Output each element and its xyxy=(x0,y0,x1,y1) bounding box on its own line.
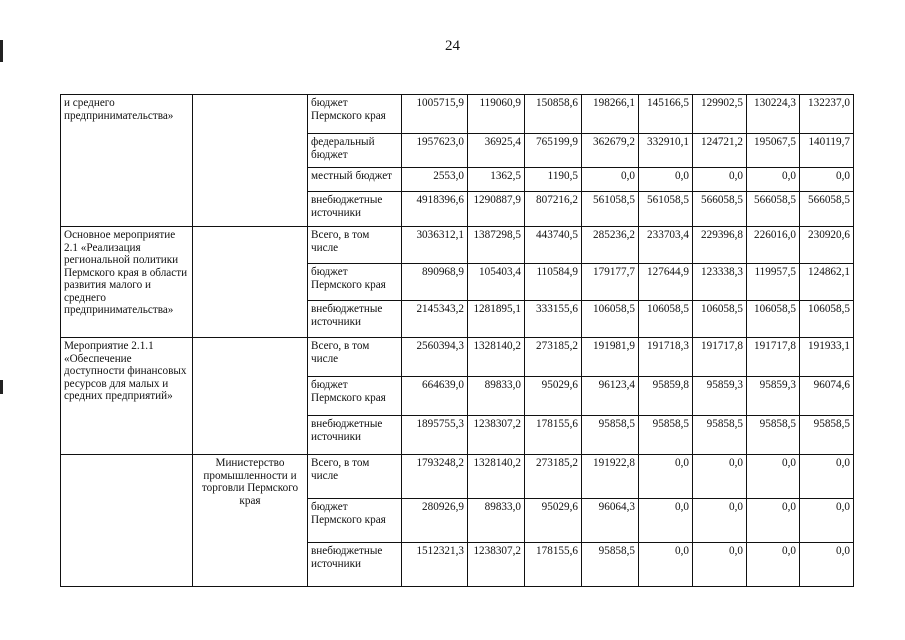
value-cell: 1290887,9 xyxy=(468,192,525,227)
value-cell: 96074,6 xyxy=(800,377,854,416)
table-row xyxy=(61,455,854,499)
executor-cell: Министерство промышленности и торговли Пермского края xyxy=(193,455,308,587)
value-cell: 106058,5 xyxy=(693,301,747,338)
value-cell: 96123,4 xyxy=(582,377,639,416)
value-cell: 273185,2 xyxy=(525,455,582,499)
value-cell: 95859,8 xyxy=(639,377,693,416)
value-cell: 130224,3 xyxy=(747,95,800,134)
value-cell: 0,0 xyxy=(582,168,639,192)
funding-source-cell: внебюджетные источники xyxy=(308,416,402,455)
value-cell: 0,0 xyxy=(800,499,854,543)
value-cell: 95858,5 xyxy=(582,416,639,455)
value-cell: 1793248,2 xyxy=(402,455,468,499)
funding-source-cell: внебюджетные источники xyxy=(308,192,402,227)
value-cell: 106058,5 xyxy=(747,301,800,338)
value-cell: 561058,5 xyxy=(639,192,693,227)
funding-source-cell: местный бюджет xyxy=(308,168,402,192)
value-cell: 95858,5 xyxy=(800,416,854,455)
value-cell: 195067,5 xyxy=(747,134,800,168)
value-cell: 0,0 xyxy=(747,499,800,543)
value-cell: 145166,5 xyxy=(639,95,693,134)
funding-source-cell: бюджет Пермского края xyxy=(308,499,402,543)
value-cell: 230920,6 xyxy=(800,227,854,264)
value-cell: 333155,6 xyxy=(525,301,582,338)
value-cell: 95859,3 xyxy=(693,377,747,416)
value-cell: 362679,2 xyxy=(582,134,639,168)
funding-source-cell: Всего, в том числе xyxy=(308,227,402,264)
table-row xyxy=(61,338,854,377)
funding-source-cell: бюджет Пермского края xyxy=(308,264,402,301)
value-cell: 1281895,1 xyxy=(468,301,525,338)
value-cell: 1512321,3 xyxy=(402,543,468,587)
page-number: 24 xyxy=(445,38,460,54)
value-cell: 178155,6 xyxy=(525,543,582,587)
value-cell: 2145343,2 xyxy=(402,301,468,338)
value-cell: 119060,9 xyxy=(468,95,525,134)
value-cell: 150858,6 xyxy=(525,95,582,134)
value-cell: 566058,5 xyxy=(800,192,854,227)
value-cell: 95858,5 xyxy=(693,416,747,455)
activity-cell xyxy=(61,455,193,587)
value-cell: 0,0 xyxy=(693,499,747,543)
value-cell: 129902,5 xyxy=(693,95,747,134)
value-cell: 1362,5 xyxy=(468,168,525,192)
value-cell: 36925,4 xyxy=(468,134,525,168)
scan-edge-mark xyxy=(0,380,3,394)
value-cell: 1238307,2 xyxy=(468,416,525,455)
value-cell: 0,0 xyxy=(747,543,800,587)
value-cell: 765199,9 xyxy=(525,134,582,168)
executor-cell xyxy=(193,95,308,227)
value-cell: 807216,2 xyxy=(525,192,582,227)
table-row xyxy=(61,95,854,134)
value-cell: 106058,5 xyxy=(800,301,854,338)
value-cell: 0,0 xyxy=(639,168,693,192)
value-cell: 123338,3 xyxy=(693,264,747,301)
value-cell: 124862,1 xyxy=(800,264,854,301)
value-cell: 1328140,2 xyxy=(468,338,525,377)
value-cell: 191717,8 xyxy=(693,338,747,377)
funding-source-cell: бюджет Пермского края xyxy=(308,95,402,134)
value-cell: 1895755,3 xyxy=(402,416,468,455)
value-cell: 233703,4 xyxy=(639,227,693,264)
funding-source-cell: бюджет Пермского края xyxy=(308,377,402,416)
value-cell: 2560394,3 xyxy=(402,338,468,377)
value-cell: 95029,6 xyxy=(525,377,582,416)
value-cell: 1387298,5 xyxy=(468,227,525,264)
value-cell: 1328140,2 xyxy=(468,455,525,499)
value-cell: 1005715,9 xyxy=(402,95,468,134)
value-cell: 566058,5 xyxy=(693,192,747,227)
value-cell: 561058,5 xyxy=(582,192,639,227)
value-cell: 0,0 xyxy=(693,543,747,587)
value-cell: 0,0 xyxy=(800,168,854,192)
value-cell: 0,0 xyxy=(800,543,854,587)
activity-cell: и среднего предпринимательства» xyxy=(61,95,193,227)
value-cell: 95858,5 xyxy=(639,416,693,455)
value-cell: 105403,4 xyxy=(468,264,525,301)
table-body xyxy=(61,95,854,587)
value-cell: 198266,1 xyxy=(582,95,639,134)
value-cell: 280926,9 xyxy=(402,499,468,543)
funding-source-cell: внебюджетные источники xyxy=(308,301,402,338)
value-cell: 95858,5 xyxy=(582,543,639,587)
value-cell: 229396,8 xyxy=(693,227,747,264)
budget-table xyxy=(60,94,854,587)
value-cell: 4918396,6 xyxy=(402,192,468,227)
funding-source-cell: Всего, в том числе xyxy=(308,338,402,377)
value-cell: 127644,9 xyxy=(639,264,693,301)
value-cell: 106058,5 xyxy=(582,301,639,338)
value-cell: 226016,0 xyxy=(747,227,800,264)
funding-source-cell: внебюджетные источники xyxy=(308,543,402,587)
value-cell: 110584,9 xyxy=(525,264,582,301)
value-cell: 664639,0 xyxy=(402,377,468,416)
funding-source-cell: федеральный бюджет xyxy=(308,134,402,168)
executor-cell xyxy=(193,227,308,338)
value-cell: 1957623,0 xyxy=(402,134,468,168)
value-cell: 191717,8 xyxy=(747,338,800,377)
table-row xyxy=(61,227,854,264)
value-cell: 191933,1 xyxy=(800,338,854,377)
value-cell: 0,0 xyxy=(639,543,693,587)
value-cell: 191981,9 xyxy=(582,338,639,377)
value-cell: 2553,0 xyxy=(402,168,468,192)
value-cell: 3036312,1 xyxy=(402,227,468,264)
value-cell: 179177,7 xyxy=(582,264,639,301)
activity-cell: Мероприятие 2.1.1 «Обеспечение доступности финансовых ресурсов для малых и средних предприятий» xyxy=(61,338,193,455)
activity-cell: Основное мероприятие 2.1 «Реализация региональной политики Пермского края в области развития малого и среднего предпринимательства» xyxy=(61,227,193,338)
value-cell: 95029,6 xyxy=(525,499,582,543)
value-cell: 890968,9 xyxy=(402,264,468,301)
value-cell: 119957,5 xyxy=(747,264,800,301)
value-cell: 0,0 xyxy=(693,168,747,192)
value-cell: 0,0 xyxy=(800,455,854,499)
value-cell: 89833,0 xyxy=(468,499,525,543)
value-cell: 95859,3 xyxy=(747,377,800,416)
value-cell: 106058,5 xyxy=(639,301,693,338)
value-cell: 191718,3 xyxy=(639,338,693,377)
value-cell: 0,0 xyxy=(747,455,800,499)
value-cell: 96064,3 xyxy=(582,499,639,543)
value-cell: 1238307,2 xyxy=(468,543,525,587)
value-cell: 0,0 xyxy=(639,499,693,543)
value-cell: 0,0 xyxy=(693,455,747,499)
value-cell: 178155,6 xyxy=(525,416,582,455)
value-cell: 89833,0 xyxy=(468,377,525,416)
value-cell: 140119,7 xyxy=(800,134,854,168)
value-cell: 285236,2 xyxy=(582,227,639,264)
value-cell: 0,0 xyxy=(747,168,800,192)
value-cell: 443740,5 xyxy=(525,227,582,264)
executor-cell xyxy=(193,338,308,455)
value-cell: 566058,5 xyxy=(747,192,800,227)
value-cell: 132237,0 xyxy=(800,95,854,134)
value-cell: 191922,8 xyxy=(582,455,639,499)
value-cell: 95858,5 xyxy=(747,416,800,455)
value-cell: 0,0 xyxy=(639,455,693,499)
value-cell: 332910,1 xyxy=(639,134,693,168)
funding-source-cell: Всего, в том числе xyxy=(308,455,402,499)
value-cell: 1190,5 xyxy=(525,168,582,192)
value-cell: 273185,2 xyxy=(525,338,582,377)
value-cell: 124721,2 xyxy=(693,134,747,168)
